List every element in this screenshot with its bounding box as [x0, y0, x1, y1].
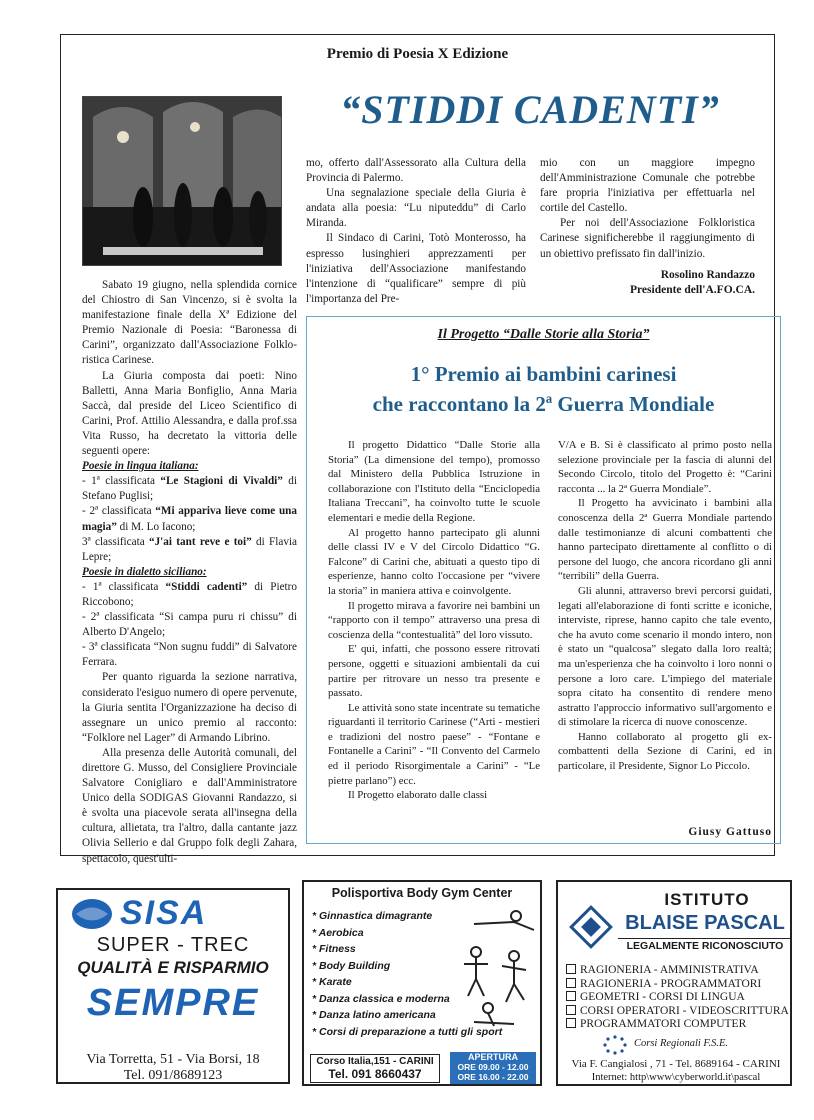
gym-ad	[302, 880, 542, 1086]
checkbox-icon	[566, 1018, 576, 1028]
paragraph: La Giuria composta dai poeti: Nino Balletti, Anna Maria Bonfiglio, Anna Maria Saccà, dal preside del Liceo Scientifico di Carini, Prof. Attilio Alessandra, e dalla prof.ssa Vita Russo, ha decretato la vittoria delle seguenti opere:	[82, 369, 297, 458]
section-label: Poesie in dialetto siciliano:	[82, 565, 207, 578]
paragraph: Per quanto riguarda la sezione narrativa, considerato l'esiguo numero di opere pervenute, la Giuria sentita l'Organizzazione ha deciso di assegnare un unico premio al racconto: “Folklore nel Lager” di Armando Librino.	[82, 671, 297, 744]
paragraph: Il progetto Didattico “Dalle Storie alla Storia” (La dimensione del tempo), promosso dal Ministero della Pubblica Istruzione in collaborazione con l'Istituto della “Enciclopedia Italiana Treccani”, ha coinvolto tutte le scuole elementari e medie della Regione.	[328, 439, 540, 524]
checkbox-icon	[566, 991, 576, 1001]
pascal-kicker: ISTITUTO	[664, 890, 750, 909]
article-column-3	[540, 156, 755, 298]
pascal-fse: Corsi Regionali F.S.E.	[634, 1038, 729, 1049]
winner-line: - 2ª classificata “Mi appariva lieve come una magia” di M. Lo Iacono;	[82, 505, 297, 533]
winner-line: - 1ª classificata “Stiddi cadenti” di Pietro Riccobono;	[82, 580, 297, 608]
concert-photo	[82, 96, 282, 266]
article-column-1	[82, 278, 297, 867]
sisa-address: Via Torretta, 51 - Via Borsi, 18	[86, 1052, 260, 1067]
pascal-address: Via F. Cangialosi , 71 - Tel. 8689164 - CARINI	[571, 1058, 781, 1070]
checkbox-icon	[566, 1005, 576, 1015]
gym-activity: * Danza latino americana	[312, 1009, 436, 1021]
pascal-course: CORSI OPERATORI - VIDEOSCRITTURA	[566, 1005, 790, 1019]
sisa-logo	[66, 896, 280, 932]
pascal-course-list	[566, 964, 790, 1032]
paragraph: Il Progetto elaborato dalle classi	[348, 789, 488, 802]
paragraph: Hanno collaborato al progetto gli ex- combattenti della Sezione di Carini, ed in particolare, il Presidente, Signor Lo Piccolo.	[558, 730, 772, 773]
winner-line: - 3ª classificata “Non sugnu fuddi” di Salvatore Ferrara.	[82, 641, 297, 669]
article-title: “STIDDI CADENTI”	[340, 87, 720, 132]
gym-athletes-illustration	[454, 904, 538, 1034]
gym-hours-label: APERTURA	[467, 1052, 518, 1062]
paragraph: Le attività sono state incentrate su tematiche riguardanti il territorio Carinese (“Arti - mestieri e tradizioni del nostro paese” - “Fontane e Fontanelle a Carini” - “Il Convento del Carmelo ed il periodo Risorgimentale a Carini” - “Le pietre parlano”) ecc.	[328, 701, 540, 787]
gym-contact	[310, 1054, 440, 1083]
gym-activity: * Body Building	[312, 959, 391, 972]
gym-activity: * Corsi di preparazione a tutti gli sport	[312, 1025, 503, 1038]
paragraph: Per noi dell'Associazione Folkloristica Carinese significherebbe il raggiungimento di un obiettivo prefissato fin dall'inizio.	[540, 217, 755, 260]
project-signature: Giusy Gattuso	[688, 826, 772, 838]
sisa-tagline-2: QUALITÀ E RISPARMIO	[77, 958, 269, 977]
gym-hours-morning: ORE 09.00 - 12.00	[457, 1062, 529, 1072]
cloister-photo-image	[83, 97, 282, 266]
paragraph: Alla presenza delle Autorità comunali, del direttore G. Musso, del Consigliere Provinciale Salvatore Conigliaro e dall'Amministratore Unico della SODIGAS Giovanni Randazzo, si è svolta una piacevole serata all'insegna della cultura, allietata, tra l'altro, dalla cantante jazz Olivia Sellerio e dal Gruppo folk degli Zahara, spettacolo, quest'ulti-	[82, 746, 297, 865]
pascal-course: RAGIONERIA - PROGRAMMATORI	[566, 978, 790, 992]
section-header: Premio di Poesia X Edizione	[326, 46, 509, 62]
paragraph: Gli alunni, attraverso brevi percorsi guidati, legati all'elaborazione di fonti scritte e iconiche, interviste, riprese, hanno capito che tale evento, che ha avuto come scenario il mondo intero, non è stato un “qualcosa” slegato dalla loro realtà; ma un'esperienza che ha coinvolto i loro nonni o persone a loro care. L'impiego del materiale sopra citato ha consentito di rendere meno astratto l'approccio informativo sull'argomento e di stimolare la ricerca di nuove conoscenze.	[558, 584, 772, 729]
sisa-tagline-1: SUPER - TREC	[96, 934, 250, 956]
paragraph: Al progetto hanno partecipato gli alunni delle classi IV e V del Circolo Didattico “G. Falcone” di Carini che, abituati a questo tipo di esperienze, hanno colto l'occasione per “vivere la storia” in maniera attiva e coinvolgente.	[328, 526, 540, 597]
paragraph: Una segnalazione speciale della Giuria è andata alla poesia: “Lu niputeddu” di Carlo Miranda.	[306, 187, 526, 230]
checkbox-icon	[566, 964, 576, 974]
pascal-emblem-icon	[568, 904, 614, 950]
pascal-course: GEOMETRI - CORSI DI LINGUA	[566, 991, 790, 1005]
project-column-a	[328, 438, 540, 803]
pascal-course: PROGRAMMATORI COMPUTER	[566, 1018, 790, 1032]
winner-line: 3ª classificata “J'ai tant reve e toi” di Flavia Lepre;	[82, 535, 298, 563]
winner-line: - 1ª classificata “Le Stagioni di Vivaldi” di Stefano Puglisi;	[82, 475, 298, 503]
gym-hours	[450, 1052, 536, 1084]
project-title-line1: 1° Premio ai bambini carinesi	[410, 362, 677, 386]
pascal-ad	[556, 880, 792, 1086]
article-column-2	[306, 156, 526, 307]
gym-activity: * Fitness	[312, 943, 356, 955]
signature-role: Presidente dell'A.FO.CA.	[630, 283, 755, 296]
signature-name: Rosolino Randazzo	[660, 268, 755, 281]
gym-phone: Tel. 091 8660437	[328, 1067, 422, 1081]
sisa-ad	[56, 888, 290, 1084]
paragraph: Il Sindaco di Carini, Totò Monterosso, ha espresso lusinghieri apprezzamenti per l'iniziativa dell'Associazione manifestando l'intenzione di “qualificare” sempre di più l'importanza del Pre-	[306, 232, 526, 305]
gym-activity: * Aerobica	[312, 926, 364, 939]
project-kicker: Il Progetto “Dalle Storie alla Storia”	[437, 327, 650, 342]
sisa-globe-icon	[70, 897, 114, 931]
winner-line: - 2ª classificata “Si campa puru ri chissu” di Alberto D'Angelo;	[82, 611, 297, 639]
project-title-line2: che raccontano la 2ª Guerra Mondiale	[372, 392, 715, 416]
gym-activity: * Danza classica e moderna	[312, 992, 450, 1005]
gym-activity: * Karate	[312, 976, 352, 988]
sisa-sempre: SEMPRE	[86, 982, 260, 1024]
gym-activities-list	[312, 908, 503, 1040]
pascal-course: RAGIONERIA - AMMINISTRATIVA	[566, 964, 790, 978]
pascal-name: BLAISE PASCAL	[625, 912, 785, 934]
eu-stars-icon	[602, 1035, 628, 1055]
gym-address: Corso Italia,151 - CARINI	[316, 1056, 434, 1067]
paragraph: mio con un maggiore impegno dell'Amministrazione Comunale che potrebbe fare propria l'iniziativa per effettuarla nel cortile del Castello.	[540, 157, 755, 215]
paragraph: mo, offerto dall'Assessorato alla Cultura della Provincia di Palermo.	[306, 157, 526, 185]
sisa-brand: SISA	[120, 894, 208, 932]
pascal-subtitle: LEGALMENTE RICONOSCIUTO	[618, 938, 792, 952]
paragraph: Il progetto mirava a favorire nei bambini un “rapporto con il tempo” attraverso una presa di coscienza della “contestualità” del loro vissuto.	[328, 599, 540, 641]
pascal-internet: Internet: http\www\cyberworld.it\pascal	[591, 1072, 761, 1083]
checkbox-icon	[566, 978, 576, 988]
paragraph: Sabato 19 giugno, nella splendida cornice del Chiostro di San Vincenzo, si è svolta la manifestazione finale della Xª Edizione del Premio Nazionale di Poesia: “Baronessa di Carini”, organizzato dall'Associazione Folklo-ristica Carinese.	[82, 279, 297, 367]
paragraph: E' qui, infatti, che possono essere ritrovati persone, oggetti e situazioni ambientali da cui partire per ritrovare un nesso tra presente e passato.	[328, 643, 540, 700]
gym-hours-evening: ORE 16.00 - 22.00	[457, 1072, 529, 1082]
gym-title: Polisportiva Body Gym Center	[331, 886, 513, 900]
gym-activity: * Ginnastica dimagrante	[312, 910, 433, 922]
paragraph: Il Progetto ha avvicinato i bambini alla conoscenza della 2ª Guerra Mondiale partendo dalle testimonianze di alcuni combattenti che hanno partecipato direttamente al conflitto o di persone del luogo, che ancora ricordano gli anni “terribili” della Guerra.	[558, 497, 772, 583]
sisa-phone: Tel. 091/8689123	[123, 1068, 223, 1083]
section-label: Poesie in lingua italiana:	[82, 460, 199, 473]
project-column-b	[558, 438, 772, 774]
paragraph: V/A e B. Si è classificato al primo posto nella selezione provinciale per la fascia di alunni del Secondo Circolo, titolo del Progetto è: “Carini racconta ... la 2ª Guerra Mondiale”.	[558, 439, 772, 495]
